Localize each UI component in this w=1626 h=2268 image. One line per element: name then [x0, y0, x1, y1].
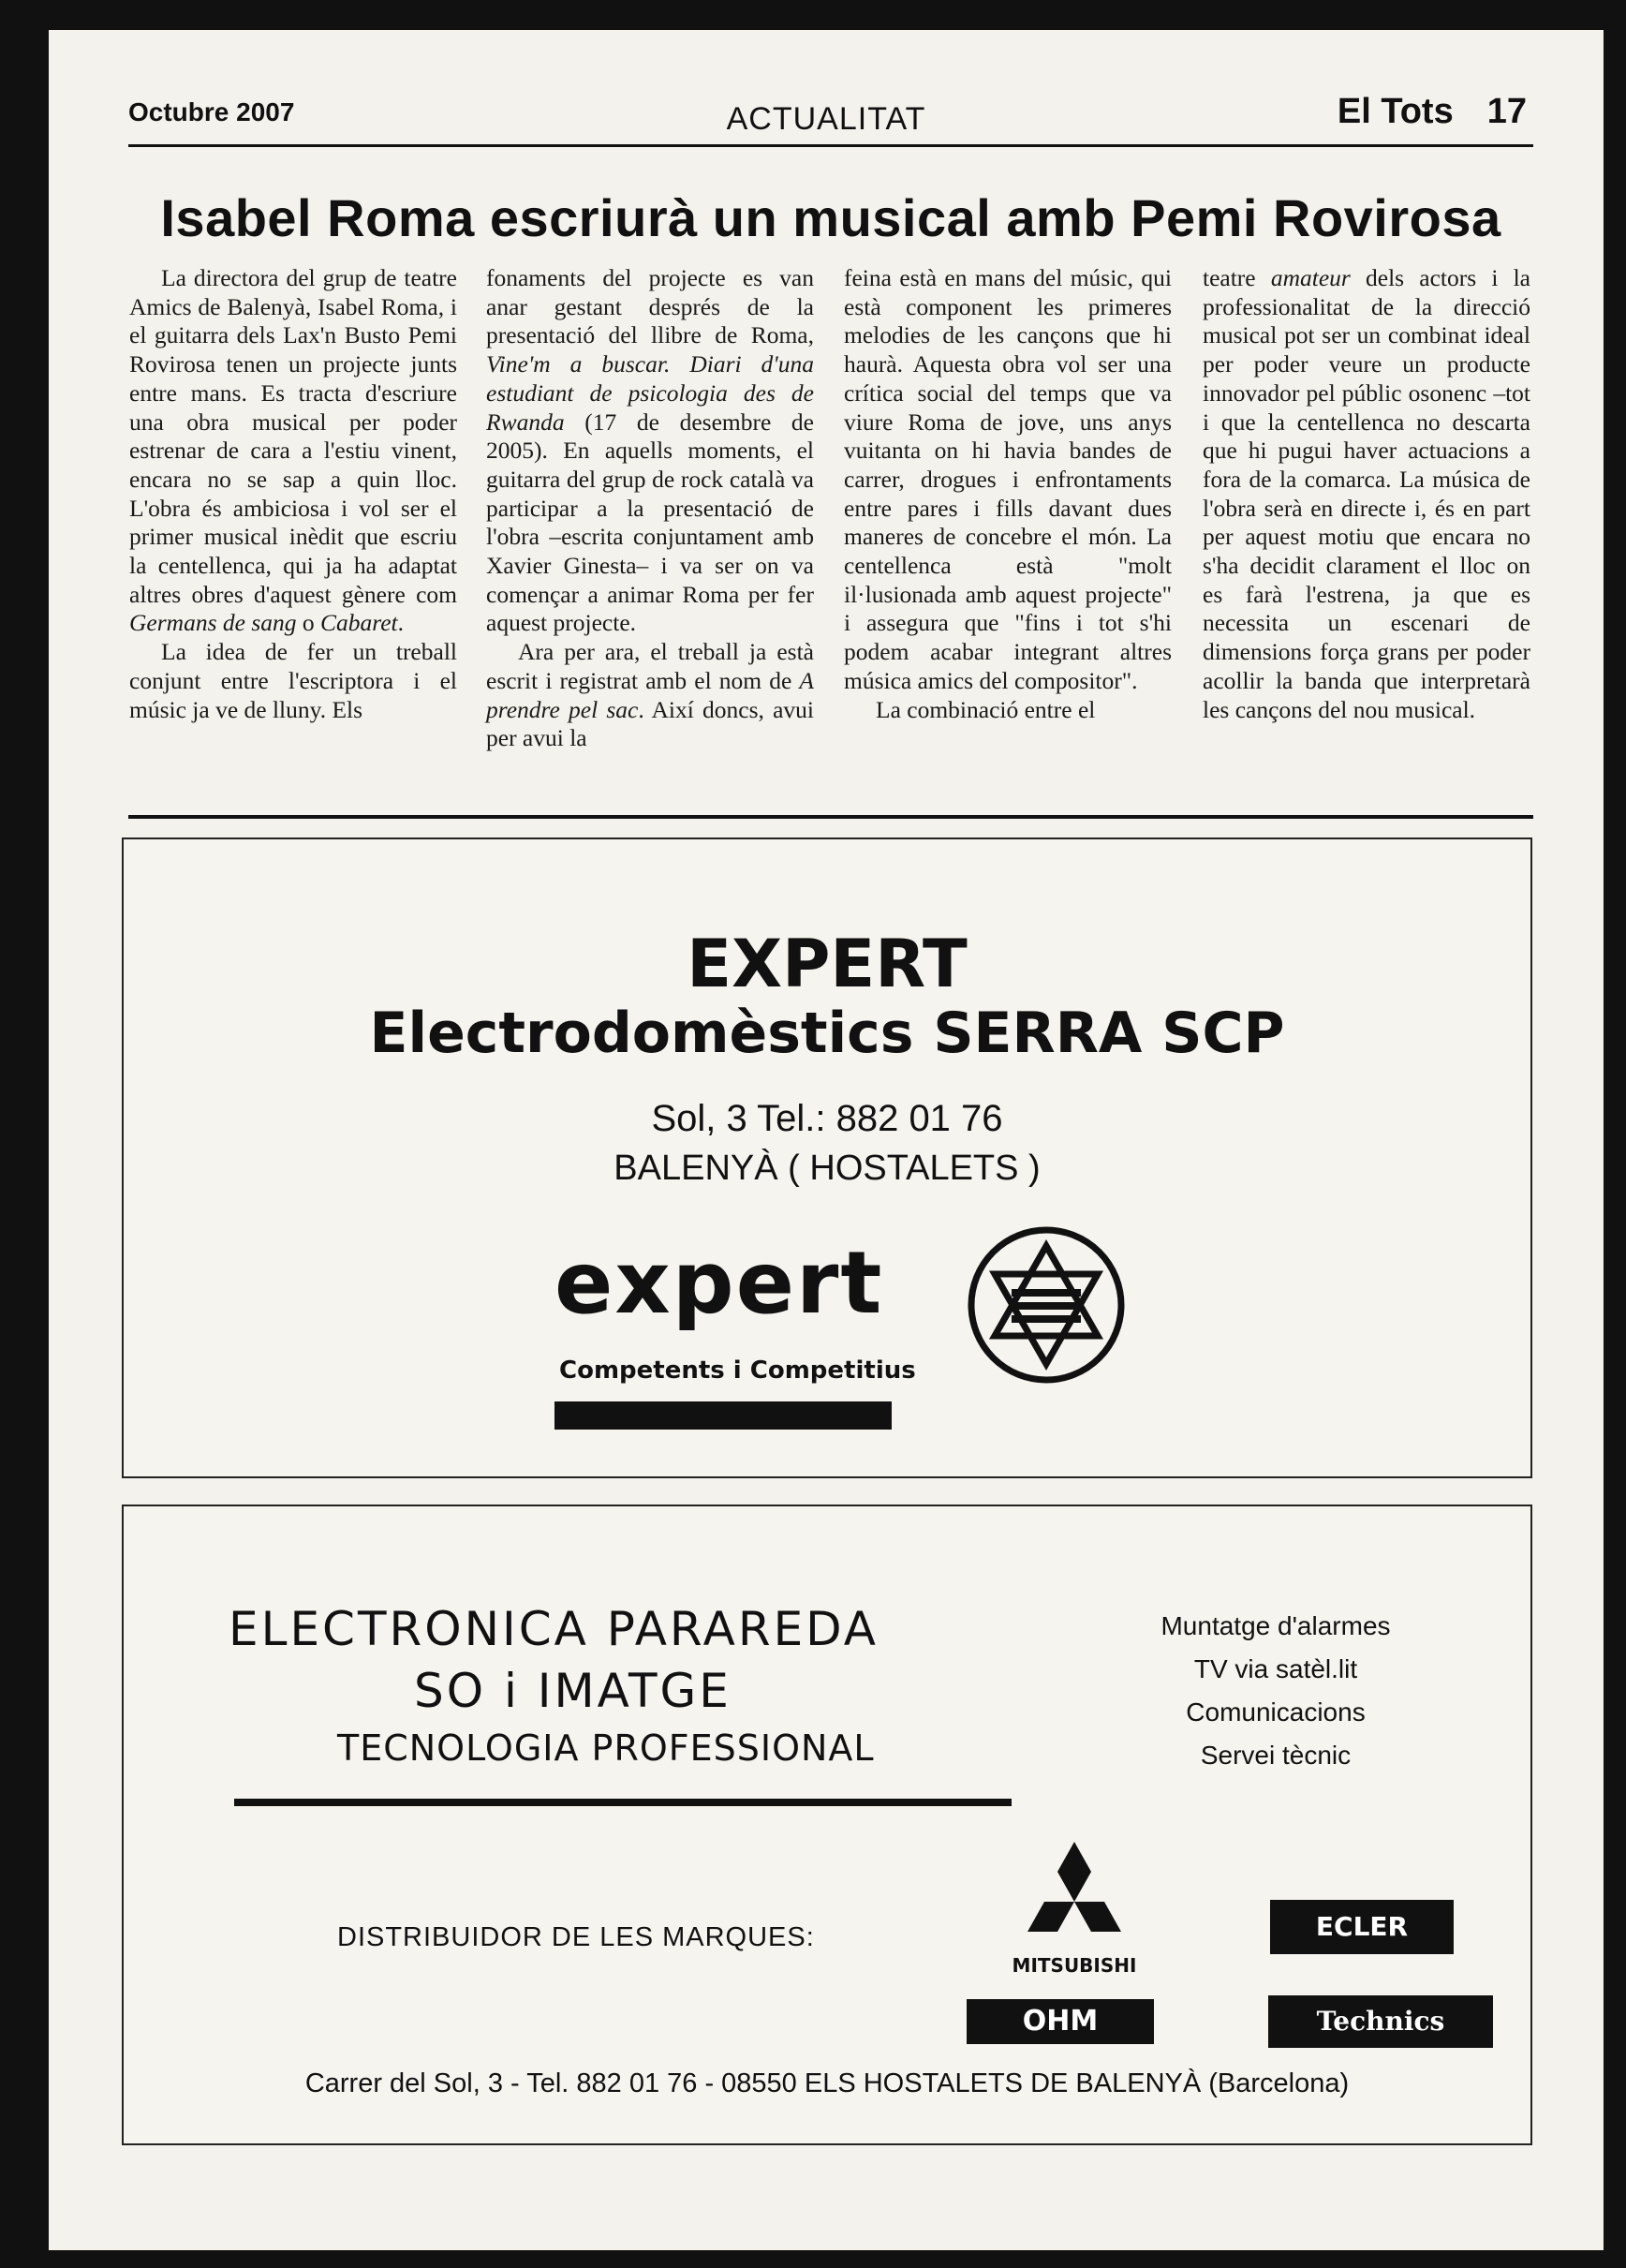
expert-star-emblem-icon — [967, 1225, 1126, 1385]
service-item: Muntatge d'alarmes — [1160, 1611, 1391, 1640]
expert-logo-bar — [554, 1401, 892, 1430]
parareda-divider — [234, 1799, 1012, 1806]
parareda-company-name: ELECTRONICA PARAREDA — [229, 1602, 879, 1656]
article-column-1: La directora del grup de teatre Amics de Balenyà, Isabel Roma, i el guitarra dels Lax'n Busto Pemi Rovirosa tenen un projecte junts entre mans. Es tracta d'escriure una obra musical per poder estrenar de cara a l'estiu vinent, encara no se sap a quin lloc. L'obra és ambiciosa i vol ser el primer musical inèdit que escriu la centellenca, qui ja ha adaptat altres obres d'aquest gènere com Germans de sang o Cabaret. La idea de fer un treball conjunt entre l'escriptora i el músic ja ve de lluny. Els — [129, 264, 457, 723]
publication-name: El Tots — [1337, 92, 1454, 131]
parareda-address: Carrer del Sol, 3 - Tel. 882 01 76 - 08550 ELS HOSTALETS DE BALENYÀ (Barcelona) — [304, 2068, 1350, 2098]
ohm-brand: OHM — [967, 1999, 1154, 2044]
ad-expert-address-phone: Sol, 3 Tel.: 882 01 76 — [651, 1098, 1003, 1139]
newspaper-page — [49, 30, 1604, 2250]
service-item: Servei tècnic — [1200, 1741, 1352, 1770]
article-column-4: teatre amateur dels actors i la professionalitat de la direcció musical pot ser un combinat ideal per poder veure un producte innovador pel públic osonenc –tot i que la centellenca no descarta que hi pugui haver actuacions a fora de la comarca. La música de l'obra serà en directe i, és en part per aquest motiu que encara no s'ha decidit clarament el lloc on es farà l'estrena, ja que es necessita un escenari de dimensions força grans per poder acollir la banda que interpretarà les cançons del nou musical. — [1203, 264, 1531, 723]
service-item: TV via satèl.lit — [1193, 1654, 1358, 1683]
issue-date: Octubre 2007 — [128, 97, 295, 126]
article-headline: Isabel Roma escriurà un musical amb Pemi Rovirosa — [160, 188, 1501, 247]
parareda-slogan: TECNOLOGIA PROFESSIONAL — [337, 1727, 875, 1769]
ad-expert-town: BALENYÀ ( HOSTALETS ) — [613, 1149, 1041, 1188]
mitsubishi-brand: MITSUBISHI — [1012, 1954, 1137, 1977]
ad-expert-title: EXPERT — [687, 926, 968, 1002]
expert-tagline: Competents i Competitius — [559, 1356, 916, 1385]
article-column-2: fonaments del projecte es van anar gestant després de la presentació del llibre de Roma, Vine'm a buscar. Diari d'una estudiant de psicologia des de Rwanda (17 de desembre de 2005). En aquells moments, el guitarra del grup de rock català va participar a la presentació de l'obra –escrita conjuntament amb Xavier Ginesta– i va ser on va començar a animar Roma per fer aquest projecte. Ara per ara, el treball ja està escrit i registrat amb el nom de A prendre pel sac. Així doncs, avui per avui la — [486, 264, 814, 752]
technics-brand: Technics — [1268, 1995, 1493, 2048]
article-column-3: feina està en mans del músic, qui està component les primeres melodies de les cançons que hi haurà. Aquesta obra vol ser una crítica social del temps que va viure Roma de jove, uns anys vuitanta on hi havia bandes de carrer, drogues i enfrontaments entre pares i fills davant dues maneres de concebre el món. La centellenca està "molt il·lusionada amb aquest projecte" i assegura que "fins i tot s'hi podem acabar integrant altres música amics del compositor". La combinació entre el — [844, 264, 1172, 723]
expert-advertisement — [122, 838, 1532, 1478]
header-rule — [128, 144, 1533, 147]
ad-expert-shop-name: Electrodomèstics SERRA SCP — [369, 1001, 1285, 1066]
page-number: 17 — [1486, 92, 1527, 131]
distributor-label: DISTRIBUIDOR DE LES MARQUES: — [337, 1922, 815, 1952]
ecler-brand: ECLER — [1270, 1900, 1454, 1954]
article-bottom-rule — [128, 815, 1533, 819]
parareda-subtitle: SO i IMATGE — [414, 1664, 732, 1718]
section-title: ACTUALITAT — [726, 101, 926, 137]
parareda-advertisement — [122, 1505, 1532, 2145]
mitsubishi-diamonds-icon — [1027, 1840, 1121, 1952]
expert-logo-text: expert — [554, 1233, 884, 1333]
service-item: Comunicacions — [1186, 1697, 1366, 1727]
publication-header — [1338, 92, 1527, 132]
